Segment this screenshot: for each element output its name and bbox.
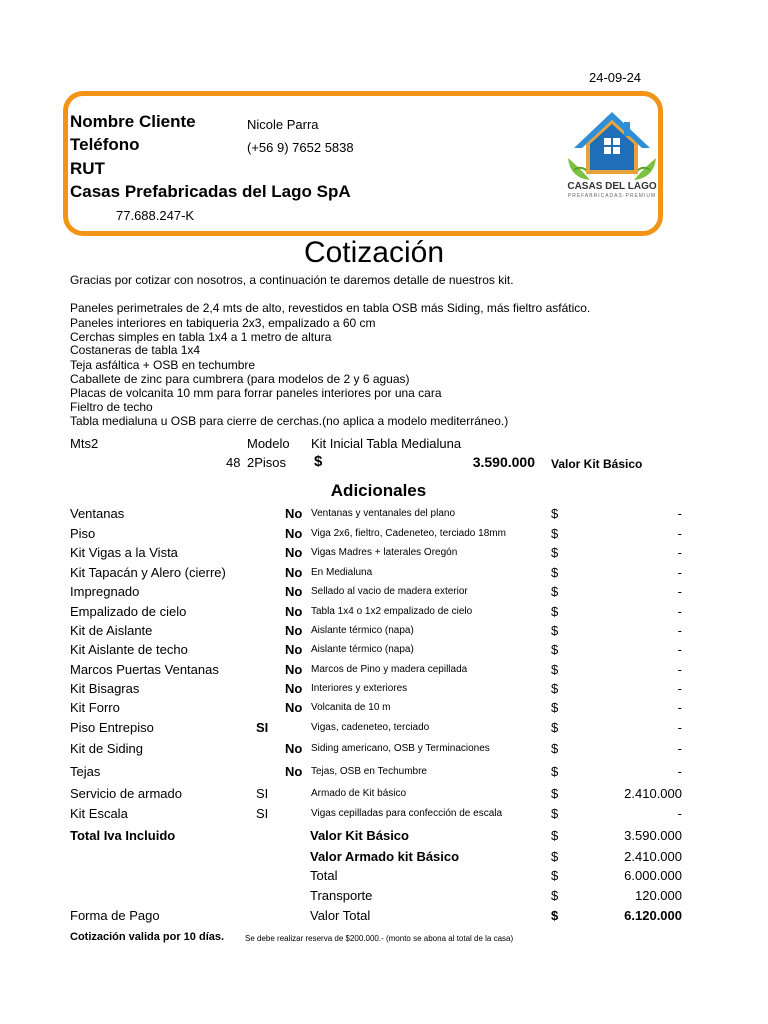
adicional-amount: - xyxy=(677,545,682,560)
adicional-description: Vigas, cadeneteo, terciado xyxy=(311,722,430,733)
adicional-description: Viga 2x6, fieltro, Cadeneteo, terciado 18mm xyxy=(311,528,506,539)
total-line-label: Transporte xyxy=(310,888,373,903)
adicional-currency: $ xyxy=(551,681,559,696)
description-line: Cerchas simples en tabla 1x4 a 1 metro de altura xyxy=(70,330,332,344)
quote-date: 24-09-24 xyxy=(589,70,642,85)
adicional-value: No xyxy=(285,545,303,560)
adicional-description: Aislante térmico (napa) xyxy=(311,625,414,636)
logo-text: CASAS DEL LAGO xyxy=(567,181,657,192)
total-line-amount: 6.000.000 xyxy=(624,868,682,883)
adicional-value: SI xyxy=(256,806,269,821)
adicional-description: Aislante térmico (napa) xyxy=(311,644,414,655)
total-line-amount: 2.410.000 xyxy=(624,849,682,864)
adicional-amount: - xyxy=(677,526,682,541)
adicional-description: Interiores y exteriores xyxy=(311,683,408,694)
adicional-name: Marcos Puertas Ventanas xyxy=(70,662,219,677)
adicional-value: SI xyxy=(256,786,269,801)
adicional-name: Tejas xyxy=(70,764,101,779)
mts2-value: 48 xyxy=(226,455,241,470)
total-line-amount: 120.000 xyxy=(635,888,682,903)
description-line: Placas de volcanita 10 mm para forrar paneles interiores por una cara xyxy=(70,386,442,400)
adicional-amount: - xyxy=(677,623,682,638)
adicional-currency: $ xyxy=(551,806,559,821)
adicional-description: Ventanas y ventanales del plano xyxy=(311,508,455,519)
phone-value: (+56 9) 7652 5838 xyxy=(247,140,354,155)
adicional-name: Kit Bisagras xyxy=(70,681,140,696)
adicional-name: Piso Entrepiso xyxy=(70,720,154,735)
adicional-currency: $ xyxy=(551,720,559,735)
adicional-amount: 2.410.000 xyxy=(624,786,682,801)
adicional-currency: $ xyxy=(551,545,559,560)
adicional-currency: $ xyxy=(551,642,559,657)
adicional-value: No xyxy=(285,584,303,599)
total-line-currency: $ xyxy=(551,908,559,923)
adicional-description: Marcos de Pino y madera cepillada xyxy=(311,664,468,675)
adicional-amount: - xyxy=(677,741,682,756)
adicional-currency: $ xyxy=(551,584,559,599)
logo-subtitle: PREFABRICADAS·PREMIUM xyxy=(567,193,657,199)
total-line-currency: $ xyxy=(551,868,559,883)
adicional-amount: - xyxy=(677,700,682,715)
adicional-description: Sellado al vacio de madera exterior xyxy=(311,586,468,597)
adicional-currency: $ xyxy=(551,786,559,801)
mts2-header: Mts2 xyxy=(70,436,99,451)
phone-label: Teléfono xyxy=(70,135,140,154)
adicional-value: No xyxy=(285,623,303,638)
adicional-description: Vigas cepilladas para confección de escala xyxy=(311,808,503,819)
adicional-description: Tejas, OSB en Techumbre xyxy=(311,766,427,777)
adicional-name: Kit de Siding xyxy=(70,741,143,756)
adicional-currency: $ xyxy=(551,700,559,715)
adicional-value: No xyxy=(285,764,303,779)
total-iva-label: Total Iva Incluido xyxy=(70,828,176,843)
adicional-amount: - xyxy=(677,506,682,521)
adicional-name: Kit Forro xyxy=(70,700,120,715)
adicional-currency: $ xyxy=(551,741,559,756)
validity-note: Cotización valida por 10 días. xyxy=(70,931,225,943)
adicional-name: Kit Tapacán y Alero (cierre) xyxy=(70,565,226,580)
adicional-amount: - xyxy=(677,662,682,677)
adicional-value: SI xyxy=(256,720,269,735)
adicionales-title: Adicionales xyxy=(330,481,427,500)
adicional-name: Servicio de armado xyxy=(70,786,182,801)
total-line-currency: $ xyxy=(551,828,559,843)
total-line-label: Valor Armado kit Básico xyxy=(310,849,460,864)
adicional-amount: - xyxy=(677,764,682,779)
adicional-description: En Medialuna xyxy=(311,567,373,578)
adicional-value: No xyxy=(285,642,303,657)
kit-currency: $ xyxy=(314,453,323,470)
reserve-note: Se debe realizar reserva de $200.000.- (monto se abona al total de la casa) xyxy=(245,934,514,943)
client-name-label: Nombre Cliente xyxy=(70,112,196,131)
kit-price-label: Valor Kit Básico xyxy=(551,457,643,471)
adicional-amount: - xyxy=(677,642,682,657)
adicional-currency: $ xyxy=(551,604,559,619)
adicional-name: Empalizado de cielo xyxy=(70,604,187,619)
adicional-name: Kit Vigas a la Vista xyxy=(70,545,178,560)
adicional-description: Volcanita de 10 m xyxy=(311,702,391,713)
description-line: Teja asfáltica + OSB en techumbre xyxy=(70,358,256,372)
adicional-name: Impregnado xyxy=(70,584,140,599)
total-line-label: Valor Total xyxy=(310,908,371,923)
adicional-name: Ventanas xyxy=(70,506,125,521)
adicional-currency: $ xyxy=(551,764,559,779)
client-name-value: Nicole Parra xyxy=(247,117,319,132)
company-name: Casas Prefabricadas del Lago SpA xyxy=(70,182,351,201)
adicional-currency: $ xyxy=(551,506,559,521)
total-line-currency: $ xyxy=(551,849,559,864)
adicional-amount: - xyxy=(677,604,682,619)
intro-text: Gracias por cotizar con nosotros, a continuación te daremos detalle de nuestros kit. xyxy=(70,273,514,287)
adicional-name: Piso xyxy=(70,526,96,541)
forma-pago-label: Forma de Pago xyxy=(70,908,160,923)
adicional-description: Tabla 1x4 o 1x2 empalizado de cielo xyxy=(311,606,473,617)
adicional-value: No xyxy=(285,526,303,541)
adicional-currency: $ xyxy=(551,526,559,541)
adicional-value: No xyxy=(285,506,303,521)
description-line: Costaneras de tabla 1x4 xyxy=(70,343,201,357)
total-line-currency: $ xyxy=(551,888,559,903)
description-line: Fieltro de techo xyxy=(70,400,153,414)
adicional-amount: - xyxy=(677,806,682,821)
adicional-value: No xyxy=(285,565,303,580)
adicional-name: Kit Aislante de techo xyxy=(70,642,188,657)
adicional-value: No xyxy=(285,604,303,619)
modelo-header: Modelo xyxy=(247,436,290,451)
adicional-currency: $ xyxy=(551,623,559,638)
description-line: Caballete de zinc para cumbrera (para modelos de 2 y 6 aguas) xyxy=(70,372,410,386)
adicional-description: Vigas Madres + laterales Oregón xyxy=(311,547,458,558)
adicional-amount: - xyxy=(677,720,682,735)
rut-label: RUT xyxy=(70,159,105,178)
adicional-currency: $ xyxy=(551,565,559,580)
kit-header: Kit Inicial Tabla Medialuna xyxy=(311,436,462,451)
adicional-description: Siding americano, OSB y Terminaciones xyxy=(311,743,490,754)
adicional-amount: - xyxy=(677,681,682,696)
adicional-value: No xyxy=(285,662,303,677)
adicional-name: Kit Escala xyxy=(70,806,128,821)
company-rut: 77.688.247-K xyxy=(116,208,195,223)
page-title: Cotización xyxy=(303,236,445,269)
total-line-amount: 6.120.000 xyxy=(624,908,682,923)
adicional-value: No xyxy=(285,741,303,756)
adicional-amount: - xyxy=(677,565,682,580)
adicional-currency: $ xyxy=(551,662,559,677)
total-line-label: Total xyxy=(310,868,338,883)
description-line: Paneles interiores en tabiqueria 2x3, empalizado a 60 cm xyxy=(70,316,376,330)
kit-price: 3.590.000 xyxy=(472,454,535,470)
adicional-amount: - xyxy=(677,584,682,599)
adicional-name: Kit de Aislante xyxy=(70,623,153,638)
total-line-label: Valor Kit Básico xyxy=(310,828,409,843)
total-line-amount: 3.590.000 xyxy=(624,828,682,843)
adicional-value: No xyxy=(285,681,303,696)
description-line: Paneles perimetrales de 2,4 mts de alto, revestidos en tabla OSB más Siding, más fieltro asfático. xyxy=(70,301,591,315)
modelo-value: 2Pisos xyxy=(247,455,287,470)
adicional-description: Armado de Kit básico xyxy=(311,788,407,799)
description-line: Tabla medialuna u OSB para cierre de cerchas.(no aplica a modelo mediterráneo.) xyxy=(70,414,509,428)
adicional-value: No xyxy=(285,700,303,715)
